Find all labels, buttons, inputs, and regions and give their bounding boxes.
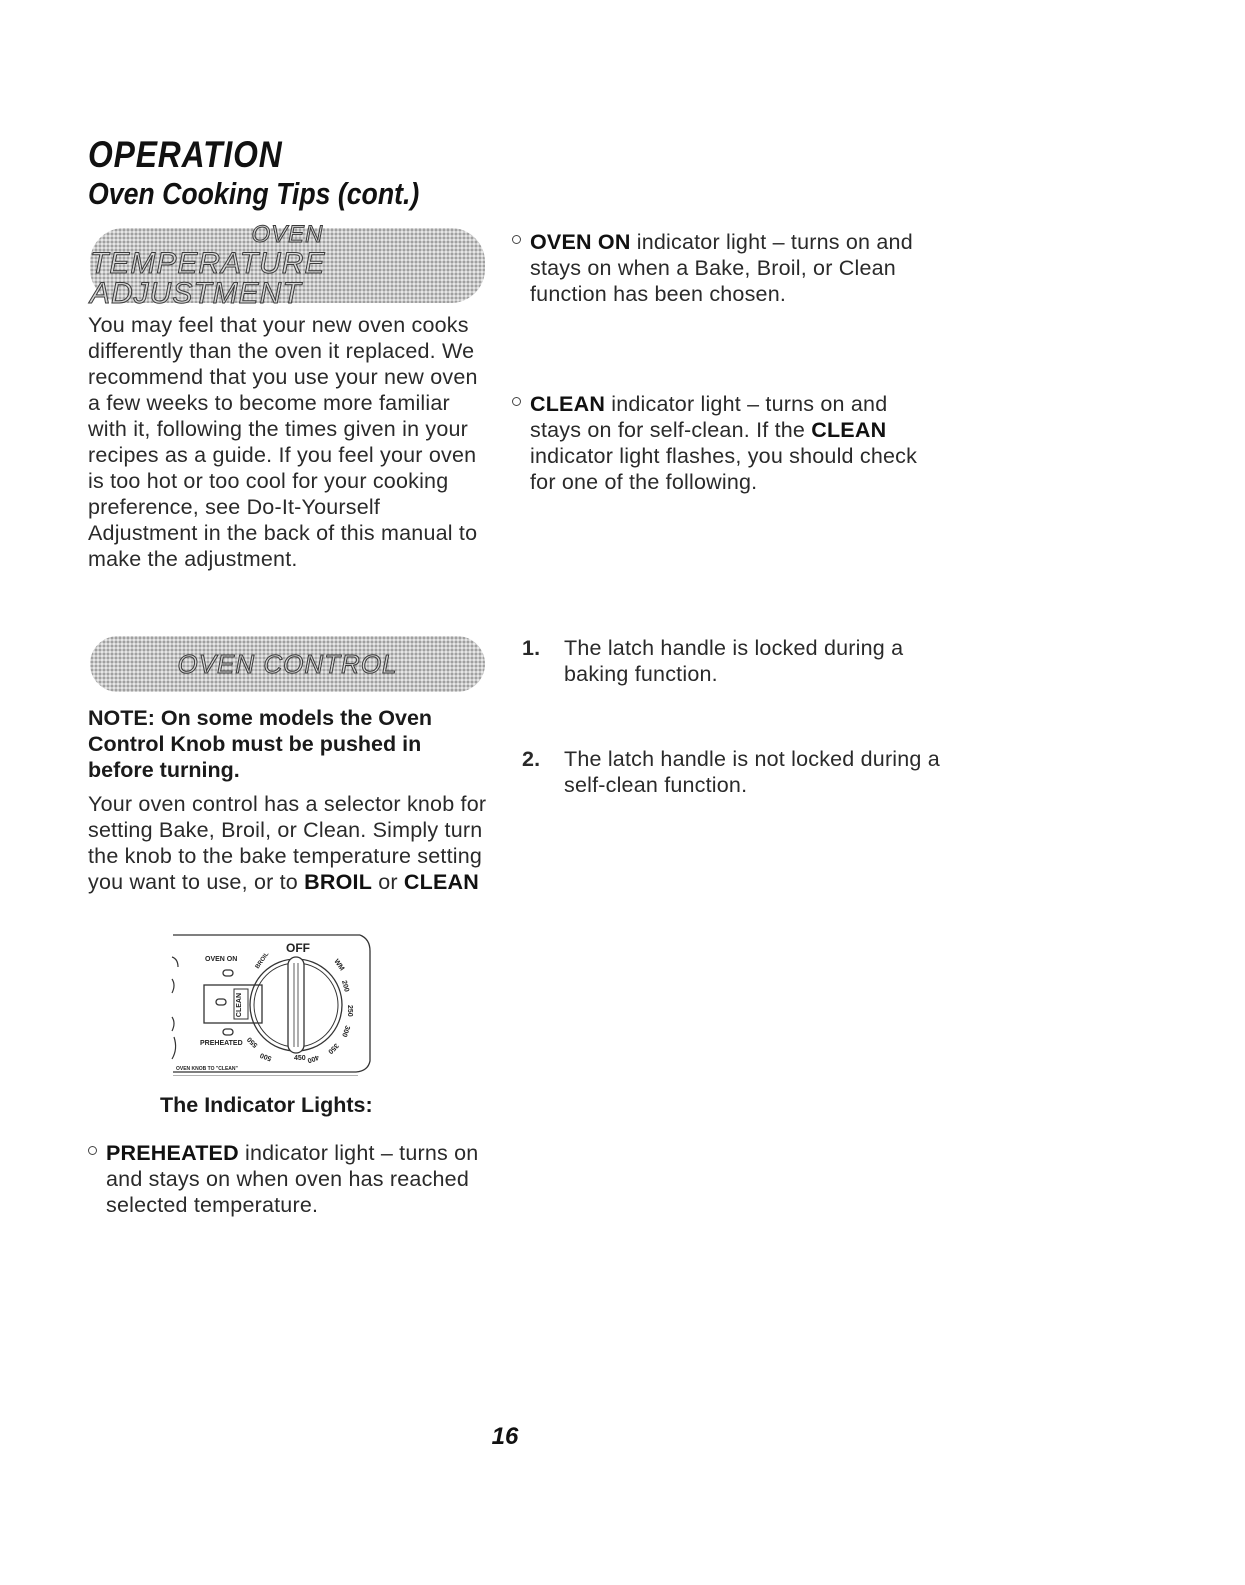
- oven-control-paragraph: [88, 791, 488, 895]
- dial-warm-label: WM: [332, 958, 346, 973]
- condition-item-1: [522, 635, 954, 687]
- page-number: 16: [491, 1423, 519, 1450]
- condition-text: The latch handle is not locked during a self-clean function.: [564, 747, 940, 797]
- oven-on-indicator-item: [512, 229, 930, 307]
- clean-indicator-item: [512, 391, 930, 495]
- temperature-adjustment-banner: [90, 220, 485, 310]
- dial-200-label: 200: [340, 979, 350, 993]
- dial-preheated-label: PREHEATED: [200, 1040, 243, 1047]
- oven-on-text: indicator light – turns on and stays on when a Bake, Broil, or Clean function has been chosen.: [530, 230, 913, 306]
- bullet-icon: [88, 1146, 97, 1155]
- broil-keyword: BROIL: [304, 870, 373, 894]
- preheated-label: PREHEATED: [106, 1141, 239, 1165]
- oven-control-dial-illustration: [170, 933, 375, 1076]
- oven-control-note: NOTE: On some models the Oven Control Knob must be pushed in before turning.: [88, 706, 433, 782]
- dial-450-label: 450: [294, 1055, 306, 1062]
- preheated-text: indicator light – turns on and stays on when oven has reached selected temperature.: [106, 1141, 479, 1217]
- section-subtitle: Oven Cooking Tips (cont.): [88, 176, 420, 211]
- banner-line-2: TEMPERATURE ADJUSTMENT: [90, 246, 326, 310]
- indicator-lights-title: The Indicator Lights:: [160, 1093, 373, 1117]
- condition-text: The latch handle is locked during a baking function.: [564, 636, 904, 686]
- condition-number: 1.: [522, 636, 541, 660]
- preheated-indicator-item: [88, 1140, 506, 1218]
- clean-text-2: indicator light flashes, you should check for one of the following.: [530, 444, 918, 494]
- dial-400-label: 400: [306, 1053, 320, 1064]
- section-title: OPERATION: [88, 134, 283, 175]
- condition-item-2: [522, 746, 954, 798]
- banner-label: OVEN CONTROL: [177, 649, 398, 679]
- clean-text-1: indicator light – turns on and stays on for self-clean. If the: [530, 392, 888, 442]
- temperature-adjustment-paragraph: You may feel that your new oven cooks differently than the oven it replaced. We recommend that you use your new oven a few weeks to become more familiar with it, following the times given in your recipes as a guide. If you feel your oven is too hot or too cool for your cooking preference, see Do-It-Yourself Adjustment in the back of this manual to make the adjustment.: [88, 313, 478, 571]
- bullet-icon: [512, 397, 521, 406]
- oven-control-banner: [90, 636, 485, 692]
- dial-300-label: 300: [340, 1024, 351, 1038]
- dial-off-label: OFF: [286, 941, 310, 955]
- clean-label-2: CLEAN: [811, 418, 887, 442]
- dial-footer-label: OVEN KNOB TO "CLEAN": [176, 1066, 238, 1072]
- clean-label: CLEAN: [530, 392, 606, 416]
- dial-knob-grip: [288, 957, 304, 1053]
- clean-keyword: CLEAN: [403, 870, 479, 894]
- banner-line-1: OVEN: [251, 220, 324, 248]
- bullet-icon: [512, 235, 521, 244]
- dial-350-label: 350: [326, 1041, 340, 1055]
- dial-broil-label: BROIL: [254, 951, 271, 971]
- oven-on-label: OVEN ON: [530, 230, 631, 254]
- dial-clean-label: CLEAN: [236, 992, 243, 1018]
- dial-550-label: 550: [246, 1035, 260, 1049]
- dial-oven-on-label: OVEN ON: [205, 956, 238, 963]
- dial-250-label: 250: [346, 1005, 353, 1017]
- or-text: or: [372, 870, 404, 894]
- condition-number: 2.: [522, 747, 541, 771]
- paragraph-text: Your oven control has a selector knob for setting Bake, Broil, or Clean. Simply turn the knob to the bake temperature setting you want to use, or to: [88, 792, 487, 894]
- dial-500-label: 500: [259, 1051, 273, 1062]
